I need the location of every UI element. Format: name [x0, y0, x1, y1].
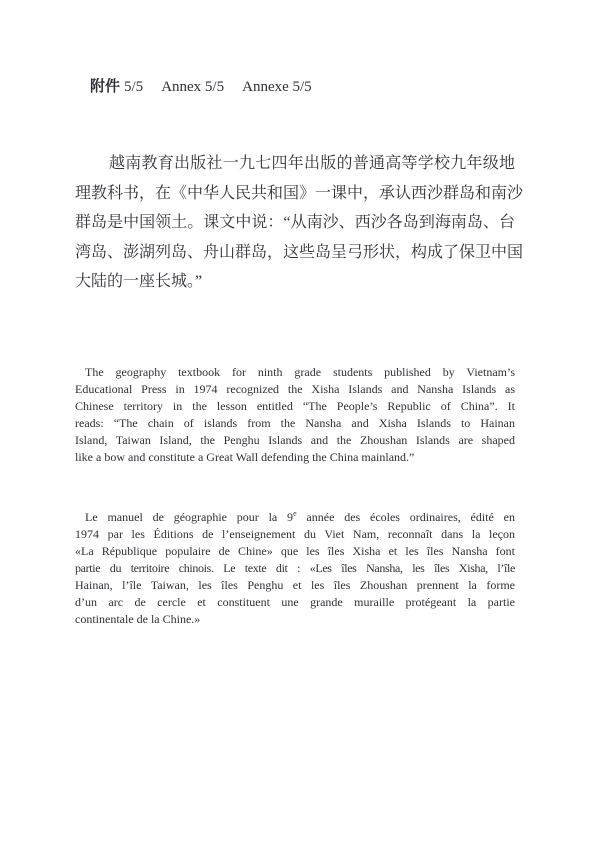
text-line: 理教科书，在《中华人民共和国》一课中，承认西沙群岛和南沙 [75, 184, 524, 202]
text-line: 湾岛、澎湖列岛、舟山群岛，这些岛呈弓形状，构成了保卫中国 [75, 243, 524, 261]
text-line: Chinese territory in the lesson entitled “The People’s Republic of China”. It [75, 398, 515, 413]
text-line: 越南教育出版社一九七四年出版的普通高等学校九年级地 [109, 155, 515, 172]
text-line: 大陆的一座长城。” [75, 273, 203, 290]
text-line: 群岛是中国领土。课文中说：“从南沙、西沙各岛到海南岛、台 [75, 214, 515, 231]
french-line1-post: année des écoles ordinaires, édité en [296, 509, 515, 524]
text-line: like a bow and constitute a Great Wall defending the China mainland.” [75, 449, 415, 464]
text-line: «La République populaire de Chine» que les îles Xisha et les îles Nansha font [75, 543, 515, 558]
text-line: The geography textbook for ninth grade students published by Vietnam’s [85, 364, 515, 379]
text-line: Island, Taiwan Island, the Penghu Islands and the Zhoushan Islands are shaped [75, 432, 515, 447]
annex-number: 5/5 [124, 79, 144, 95]
annex-header [90, 77, 515, 97]
text-line: partie du territoire chinois. Le texte dit : «Les îles Nansha, les îles Xisha, l’île [75, 560, 515, 575]
text-line: 1974 par les Éditions de l’enseignement du Viet Nam, reconnaît dans la leçon [75, 526, 515, 541]
french-line1-pre: Le manuel de géographie pour la 9 [85, 509, 294, 524]
text-line: Educational Press in 1974 recognized the Xisha Islands and Nansha Islands as [75, 381, 515, 396]
paragraph-chinese [75, 149, 524, 297]
text-line: continentale de la Chine.» [75, 611, 201, 626]
annex-label-english: Annex 5/5 [161, 79, 225, 95]
paragraph-english [75, 364, 515, 466]
text-line: reads: “The chain of islands from the Nansha and Xisha Islands to Hainan [75, 415, 515, 430]
annex-label-french: Annexe 5/5 [242, 79, 312, 95]
ordinal-superscript: e [293, 508, 297, 518]
annex-label-chinese: 附件 [90, 79, 121, 95]
text-line: Hainan, l’île Taiwan, les îles Penghu et les îles Zhoushan prennent la forme [75, 577, 515, 592]
text-line [75, 505, 515, 526]
paragraph-french [75, 505, 515, 628]
text-line: d’un arc de cercle et constituent une grande muraille protégeant la partie [75, 594, 515, 609]
